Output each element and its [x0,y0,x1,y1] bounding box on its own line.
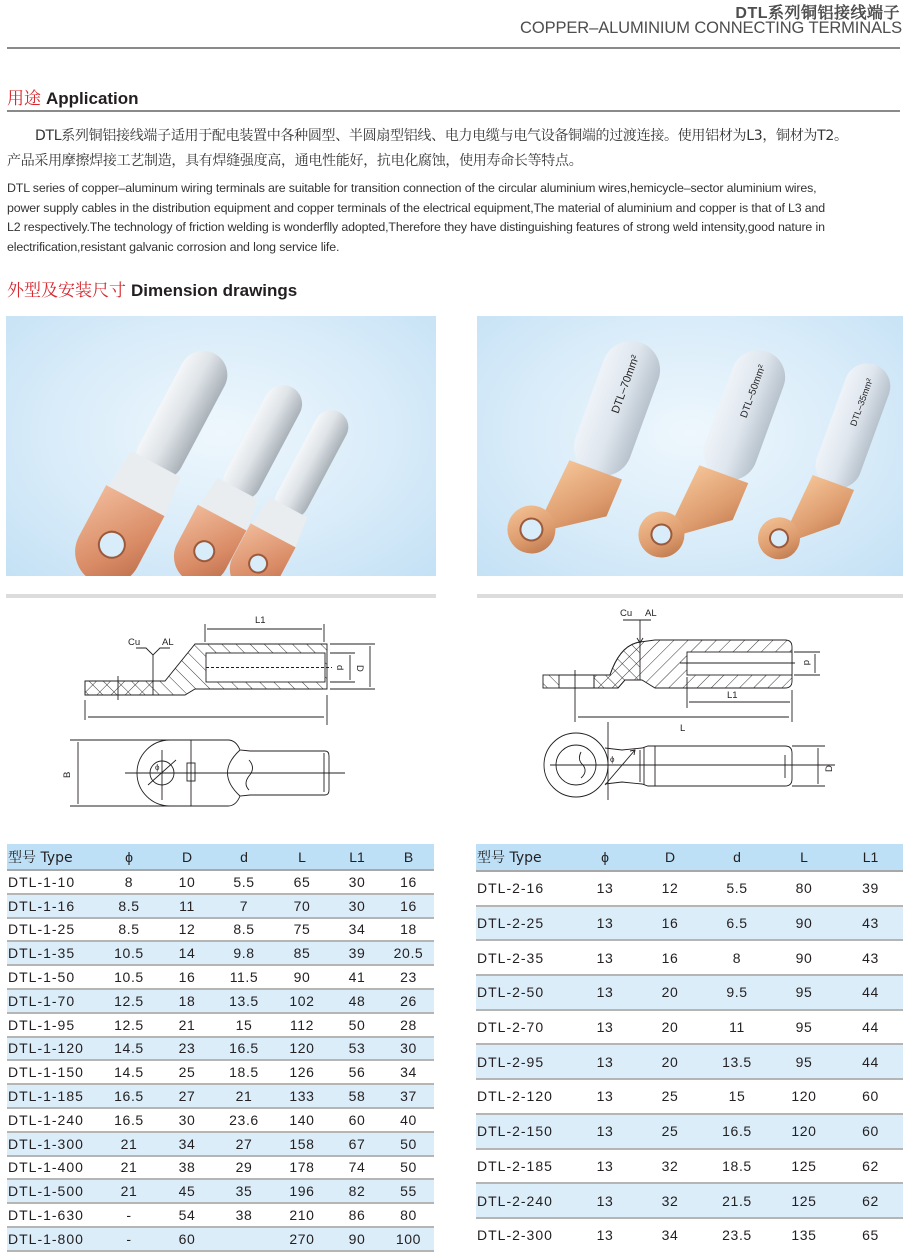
cell-value: 39 [331,941,383,965]
col-header-type: 型号 Type [7,844,99,870]
cell-value: 9.5 [704,975,770,1010]
cell-type: DTL-1-500 [7,1179,99,1203]
application-text-en [7,179,904,257]
cell-value: 50 [383,1156,434,1180]
cell-type: DTL-1-120 [7,1037,99,1061]
table-row [476,975,903,1010]
cell-value: 30 [159,1108,215,1132]
cell-value: 120 [273,1037,331,1061]
table-row [476,871,903,906]
cell-value: 26 [383,989,434,1013]
table-row [476,1218,903,1252]
cell-value: 5.5 [704,871,770,906]
cell-value: 112 [273,1013,331,1037]
cell-type: DTL-1-800 [7,1227,99,1251]
cell-value: 50 [383,1132,434,1156]
cell-type: DTL-1-300 [7,1132,99,1156]
cell-value: 11 [704,1010,770,1045]
table-header-row [7,844,434,870]
cell-type: DTL-2-240 [476,1183,574,1218]
table-row [7,1132,434,1156]
phi-label: ϕ [610,755,615,764]
cn-line: DTL系列铜铝接线端子适用于配电装置中各种圆型、半圆扇型铝线、电力电缆与电气设备铜端的过渡连接。使用铝材为L3，铜材为T2。 [35,128,848,144]
cell-value: 21 [99,1179,159,1203]
cell-value: 20 [636,1044,704,1079]
cell-value: 60 [838,1079,903,1114]
col-header-d: d [704,844,770,871]
cell-value: 85 [273,941,331,965]
cell-value: 18.5 [704,1149,770,1184]
cell-value: 90 [273,965,331,989]
photo-divider-left [6,594,436,598]
dimension-heading-cn: 外型及安装尺寸 [7,281,126,300]
B-label: B [62,771,73,778]
cell-value: 16 [636,906,704,941]
table-row [476,1079,903,1114]
cell-value: - [99,1227,159,1251]
cell-type: DTL-1-150 [7,1060,99,1084]
cell-value: 60 [838,1114,903,1149]
col-header-phi: ϕ [574,844,636,871]
table-row [7,1037,434,1061]
cell-type: DTL-1-70 [7,989,99,1013]
table-row [7,965,434,989]
l1-label: L1 [255,615,266,626]
cell-value: 44 [838,1010,903,1045]
lug-label: DTL–50mm² [738,363,769,420]
col-header-type: 型号 Type [476,844,574,871]
cell-value: 13 [574,1183,636,1218]
al-label: AL [645,608,657,619]
cell-value: 10.5 [99,941,159,965]
cell-value: 8 [704,940,770,975]
cell-value: 13 [574,871,636,906]
cell-value: 30 [331,870,383,894]
cell-value: 65 [273,870,331,894]
dtl1-lugs-illustration [6,316,436,576]
cell-value: 25 [636,1114,704,1149]
cell-value: 11.5 [215,965,273,989]
cell-value: 196 [273,1179,331,1203]
table-row [7,1227,434,1251]
cell-value: 34 [331,918,383,942]
spec-table-dtl1-body [7,870,434,1251]
d-label: d [334,665,345,671]
spec-table-dtl2-body [476,871,903,1252]
cell-type: DTL-2-16 [476,871,574,906]
col-header-L: L [770,844,838,871]
cell-value: 8.5 [215,918,273,942]
cell-value: 12.5 [99,1013,159,1037]
cell-value: 21 [215,1084,273,1108]
d-label: d [801,660,812,666]
cell-value: 135 [770,1218,838,1252]
table-row [7,894,434,918]
cell-value: 58 [331,1084,383,1108]
cell-type: DTL-2-150 [476,1114,574,1149]
cell-value: 18 [159,989,215,1013]
cell-type: DTL-1-240 [7,1108,99,1132]
cell-value: 90 [331,1227,383,1251]
cell-value: 60 [159,1227,215,1251]
table-row [476,1183,903,1218]
table-row [7,918,434,942]
cell-value: 14.5 [99,1060,159,1084]
cell-value: 30 [331,894,383,918]
cell-type: DTL-1-630 [7,1203,99,1227]
cell-value: 15 [215,1013,273,1037]
cell-value: 16.5 [99,1084,159,1108]
cell-value: 21.5 [704,1183,770,1218]
table-row [476,906,903,941]
col-header-L1: L1 [838,844,903,871]
D-label: D [824,765,835,772]
cell-value: 95 [770,1044,838,1079]
cell-value: 21 [99,1132,159,1156]
cu-label: Cu [620,608,633,619]
cell-value: 13 [574,1218,636,1252]
cell-value: 34 [159,1132,215,1156]
application-heading [7,84,139,109]
cell-value: 30 [383,1037,434,1061]
col-header-D: D [636,844,704,871]
table-row [7,1179,434,1203]
cell-value: 45 [159,1179,215,1203]
cell-value: 70 [273,894,331,918]
cell-value [215,1227,273,1251]
cell-type: DTL-2-70 [476,1010,574,1045]
cell-value: 20 [636,1010,704,1045]
cell-value: 82 [331,1179,383,1203]
bore-cavity [687,652,792,675]
cell-type: DTL-2-120 [476,1079,574,1114]
table-row [7,1108,434,1132]
cell-value: 80 [383,1203,434,1227]
cell-value: 86 [331,1203,383,1227]
table-row [476,1149,903,1184]
cell-value: 125 [770,1183,838,1218]
cell-value: 74 [331,1156,383,1180]
cell-type: DTL-1-185 [7,1084,99,1108]
cell-value: 126 [273,1060,331,1084]
cell-value: 13 [574,975,636,1010]
table-row [476,1010,903,1045]
cell-value: 11 [159,894,215,918]
cell-type: DTL-1-35 [7,941,99,965]
cell-value: 15 [704,1079,770,1114]
cell-value: 54 [159,1203,215,1227]
catalog-subtitle: COPPER–ALUMINIUM CONNECTING TERMINALS [520,19,902,37]
cell-value: 95 [770,1010,838,1045]
cell-value: 12 [159,918,215,942]
cell-value: 178 [273,1156,331,1180]
cell-type: DTL-1-16 [7,894,99,918]
cell-value: 53 [331,1037,383,1061]
en-line: power supply cables in the distribution equipment and copper terminals of the electrical equipment,The material of aluminium and copper is that of L3 and [7,200,826,215]
cell-value: 34 [383,1060,434,1084]
cell-value: 56 [331,1060,383,1084]
dimension-heading [7,276,297,301]
cell-value: 210 [273,1203,331,1227]
table-row [476,1114,903,1149]
cell-value: 62 [838,1183,903,1218]
cell-value: 16 [383,870,434,894]
cell-value: 8.5 [99,894,159,918]
col-header-D: D [159,844,215,870]
cell-value: 39 [838,871,903,906]
table-header-row [476,844,903,871]
cell-type: DTL-1-95 [7,1013,99,1037]
dimension-drawing-dtl1 [50,600,380,815]
cell-value: 120 [770,1114,838,1149]
cell-type: DTL-1-25 [7,918,99,942]
cell-type: DTL-2-50 [476,975,574,1010]
table-row [7,1013,434,1037]
cell-value: 16 [636,940,704,975]
L-label: L [680,723,686,734]
cell-value: 65 [838,1218,903,1252]
cell-value: 100 [383,1227,434,1251]
cell-value: 7 [215,894,273,918]
cell-type: DTL-2-35 [476,940,574,975]
table-row [7,1156,434,1180]
cell-value: 10 [159,870,215,894]
cell-value: 75 [273,918,331,942]
cell-value: 32 [636,1183,704,1218]
cell-value: 18.5 [215,1060,273,1084]
cell-value: 37 [383,1084,434,1108]
col-header-d: d [215,844,273,870]
cell-value: 62 [838,1149,903,1184]
photo-divider-right [477,594,903,598]
catalog-title: DTL系列铜铝接线端子 [735,5,900,22]
application-heading-cn: 用途 [7,89,41,108]
en-line: L2 respectively.The technology of friction welding is wonderflly adopted,Therefore they have distinguishing features of strong weld intensity,good nature in [7,220,825,234]
cell-value: 80 [770,871,838,906]
cell-value: 13 [574,1010,636,1045]
cn-line: 产品采用摩擦焊接工艺制造，具有焊缝强度高，通电性能好，抗电化腐蚀，使用寿命长等特点。 [7,153,583,169]
col-header-L1: L1 [331,844,383,870]
cell-value: 43 [838,940,903,975]
cell-value: 25 [159,1060,215,1084]
cell-value: 13.5 [704,1044,770,1079]
cell-value: 102 [273,989,331,1013]
cell-value: 21 [159,1013,215,1037]
cell-value: 8.5 [99,918,159,942]
cell-value: 40 [383,1108,434,1132]
col-header-phi: ϕ [99,844,159,870]
cell-value: 14 [159,941,215,965]
cell-value: 125 [770,1149,838,1184]
table-row [7,1203,434,1227]
col-header-B: B [383,844,434,870]
lug-label: DTL–35mm² [848,377,875,428]
al-label: AL [162,637,174,648]
cell-value: 13.5 [215,989,273,1013]
en-line: electrification,resistant galvanic corrosion and long service life. [7,239,340,254]
cell-value: 16.5 [704,1114,770,1149]
table-row [7,870,434,894]
cell-value: 60 [331,1108,383,1132]
application-text-cn [7,124,902,174]
cell-value: 55 [383,1179,434,1203]
cell-type: DTL-1-10 [7,870,99,894]
cell-value: 13 [574,1114,636,1149]
cell-value: 32 [636,1149,704,1184]
table-row [476,940,903,975]
dtl2-lugs-illustration [477,316,903,576]
phi-label: ϕ [155,763,160,772]
D-label: D [354,665,365,672]
cell-value: 28 [383,1013,434,1037]
cell-value: 44 [838,1044,903,1079]
table-row [7,1084,434,1108]
cell-value: 35 [215,1179,273,1203]
cell-value: 140 [273,1108,331,1132]
product-photo-dtl1 [6,316,436,576]
cell-value: 13 [574,1079,636,1114]
cell-value: 14.5 [99,1037,159,1061]
cell-type: DTL-2-25 [476,906,574,941]
cell-value: 23.5 [704,1218,770,1252]
cell-value: 13 [574,1044,636,1079]
cell-value: 133 [273,1084,331,1108]
cell-value: 13 [574,1149,636,1184]
cell-value: 23 [159,1037,215,1061]
cell-value: 12 [636,871,704,906]
lug-label: DTL–70mm² [609,353,642,416]
table-row [7,989,434,1013]
cell-value: 16 [383,894,434,918]
cell-value: 27 [215,1132,273,1156]
cell-value: 48 [331,989,383,1013]
cell-value: 16.5 [215,1037,273,1061]
cell-value: - [99,1203,159,1227]
en-line: DTL series of copper–aluminum wiring terminals are suitable for transition connection of the circular aluminium wires,hemicycle–sector aluminium wires, [7,181,817,195]
cell-value: 29 [215,1156,273,1180]
cell-value: 67 [331,1132,383,1156]
cell-value: 18 [383,918,434,942]
cell-value: 90 [770,940,838,975]
cell-value: 23.6 [215,1108,273,1132]
cell-value: 43 [838,906,903,941]
spec-table-dtl1 [7,844,434,1252]
l1-label: L1 [727,690,738,701]
application-divider [7,110,900,112]
cell-value: 27 [159,1084,215,1108]
header-divider [7,47,900,49]
cell-value: 8 [99,870,159,894]
cell-type: DTL-2-95 [476,1044,574,1079]
cell-value: 23 [383,965,434,989]
cell-value: 34 [636,1218,704,1252]
cell-value: 16 [159,965,215,989]
cell-value: 12.5 [99,989,159,1013]
spec-table-dtl2 [476,844,903,1252]
col-header-L: L [273,844,331,870]
cell-value: 41 [331,965,383,989]
cell-value: 120 [770,1079,838,1114]
cell-value: 10.5 [99,965,159,989]
application-heading-en: Application [46,89,139,108]
cell-value: 95 [770,975,838,1010]
cell-value: 50 [331,1013,383,1037]
cell-value: 158 [273,1132,331,1156]
table-row [7,1060,434,1084]
cell-type: DTL-1-50 [7,965,99,989]
cell-type: DTL-1-400 [7,1156,99,1180]
cell-value: 20 [636,975,704,1010]
cell-type: DTL-2-300 [476,1218,574,1252]
cell-value: 38 [215,1203,273,1227]
cell-value: 25 [636,1079,704,1114]
cell-value: 16.5 [99,1108,159,1132]
cell-value: 38 [159,1156,215,1180]
cell-value: 13 [574,906,636,941]
cell-value: 20.5 [383,941,434,965]
cell-value: 13 [574,940,636,975]
table-row [476,1044,903,1079]
cell-value: 6.5 [704,906,770,941]
cell-type: DTL-2-185 [476,1149,574,1184]
cell-value: 90 [770,906,838,941]
table-row [7,941,434,965]
cell-value: 5.5 [215,870,273,894]
cell-value: 270 [273,1227,331,1251]
dimension-drawing-dtl2 [530,600,860,815]
product-photo-dtl2 [477,316,903,576]
cu-label: Cu [128,637,141,648]
cell-value: 44 [838,975,903,1010]
cell-value: 21 [99,1156,159,1180]
dimension-heading-en: Dimension drawings [131,281,298,300]
cell-value: 9.8 [215,941,273,965]
